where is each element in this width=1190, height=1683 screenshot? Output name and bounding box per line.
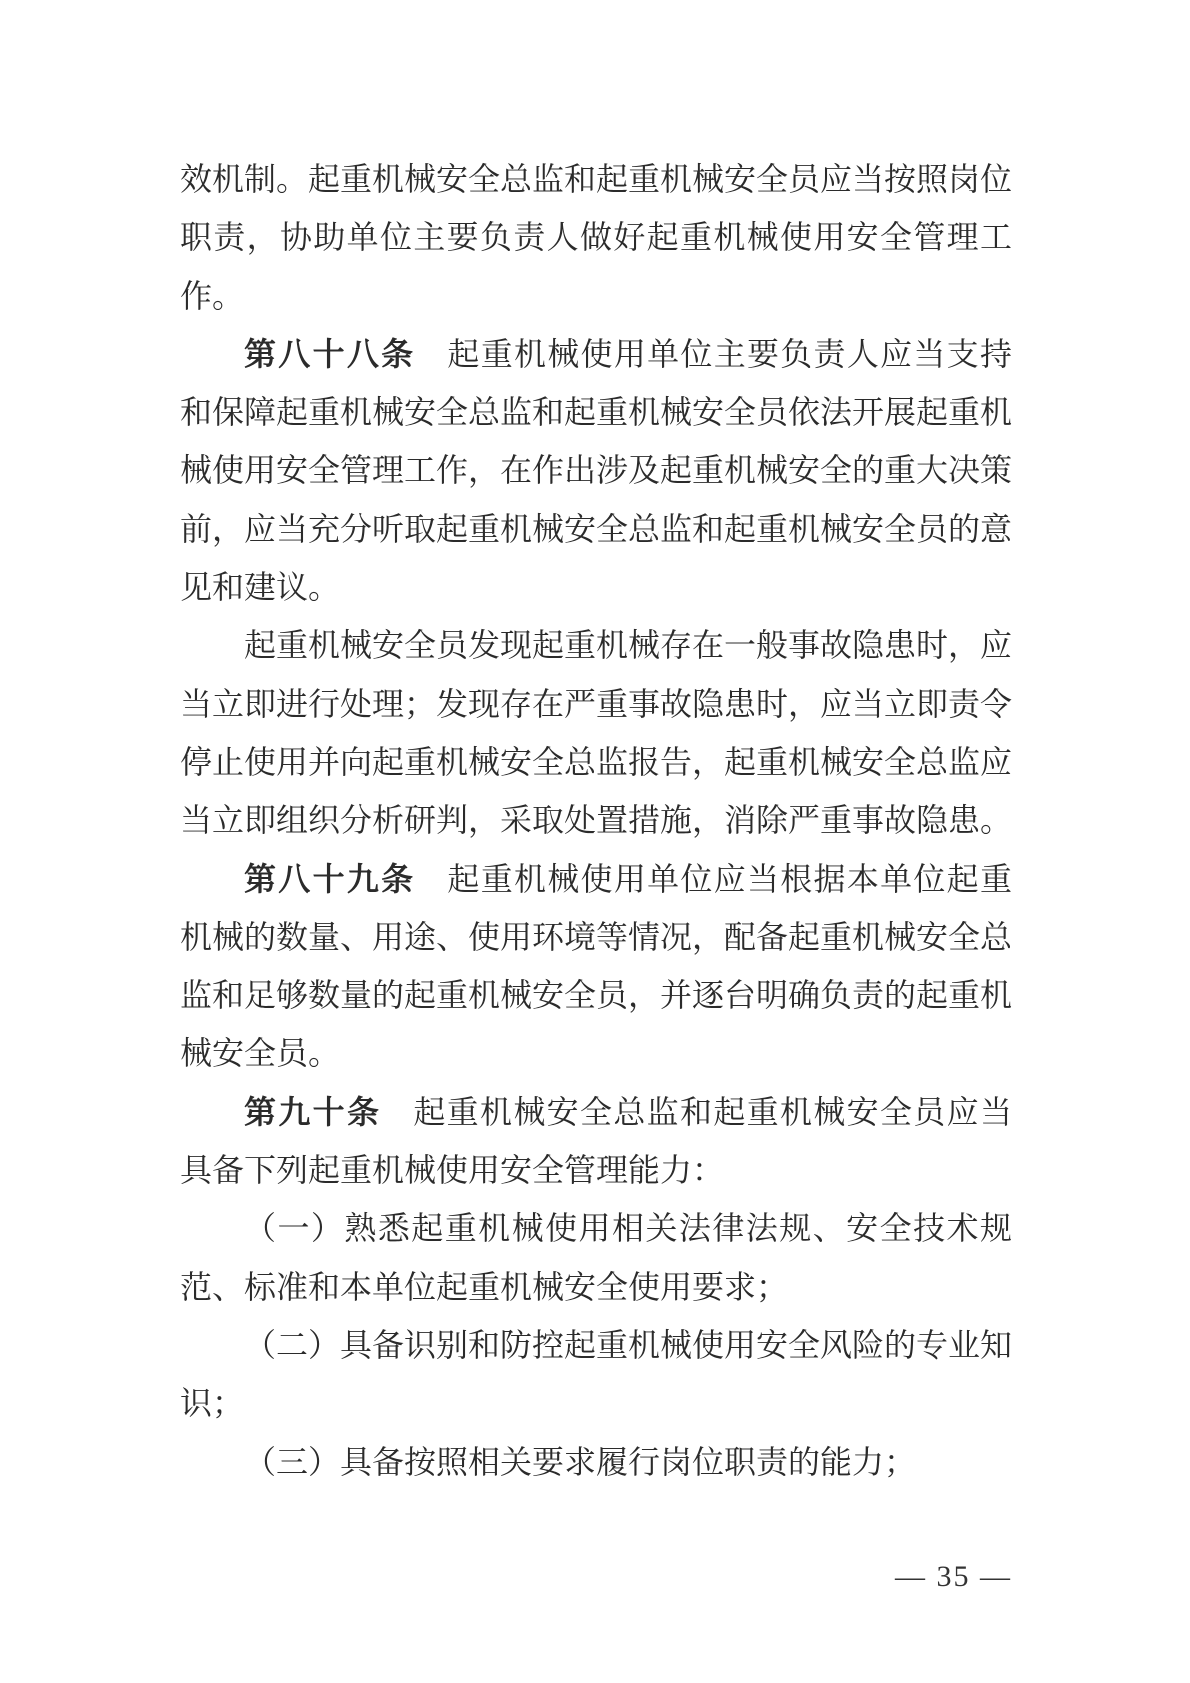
paragraph-body: 起重机械安全员发现起重机械存在一般事故隐患时，应当立即进行处理；发现存在严重事故隐患时，应当立即责令停止使用并向起重机械安全总监报告，起重机械安全总监应当立即组织分析研判，采取处置措施，消除严重事故隐患。 [180,627,1013,839]
paragraph-article-90 [180,1083,1012,1200]
paragraph-article-88 [180,325,1012,616]
page-number: — 35 — [895,1560,1012,1593]
article-number-90: 第九十条 [244,1093,382,1130]
page-footer [180,1560,1012,1594]
article-number-89: 第八十九条 [244,860,416,897]
article-text-89: 起重机械使用单位应当根据本单位起重机械的数量、用途、使用环境等情况，配备起重机械安全总监和足够数量的起重机械安全员，并逐台明确负责的起重机械安全员。 [180,860,1013,1072]
article-text-88: 起重机械使用单位主要负责人应当支持和保障起重机械安全总监和起重机械安全员依法开展起重机械使用安全管理工作，在作出涉及起重机械安全的重大决策前，应当充分听取起重机械安全总监和起重机械安全员的意见和建议。 [180,335,1013,606]
article-text-90: 起重机械安全总监和起重机械安全员应当具备下列起重机械使用安全管理能力： [180,1093,1012,1189]
paragraph-list-item-1: （一）熟悉起重机械使用相关法律法规、安全技术规范、标准和本单位起重机械安全使用要求； [180,1210,1012,1305]
document-body [180,150,1012,1491]
article-number-88: 第八十八条 [244,335,416,372]
paragraph-list-item-3: （三）具备按照相关要求履行岗位职责的能力； [244,1443,917,1480]
paragraph-continuation: 效机制。起重机械安全总监和起重机械安全员应当按照岗位职责，协助单位主要负责人做好起重机械使用安全管理工作。 [180,161,1013,314]
paragraph-article-89 [180,850,1012,1083]
paragraph-list-item-2: （二）具备识别和防控起重机械使用安全风险的专业知识； [180,1326,1013,1422]
